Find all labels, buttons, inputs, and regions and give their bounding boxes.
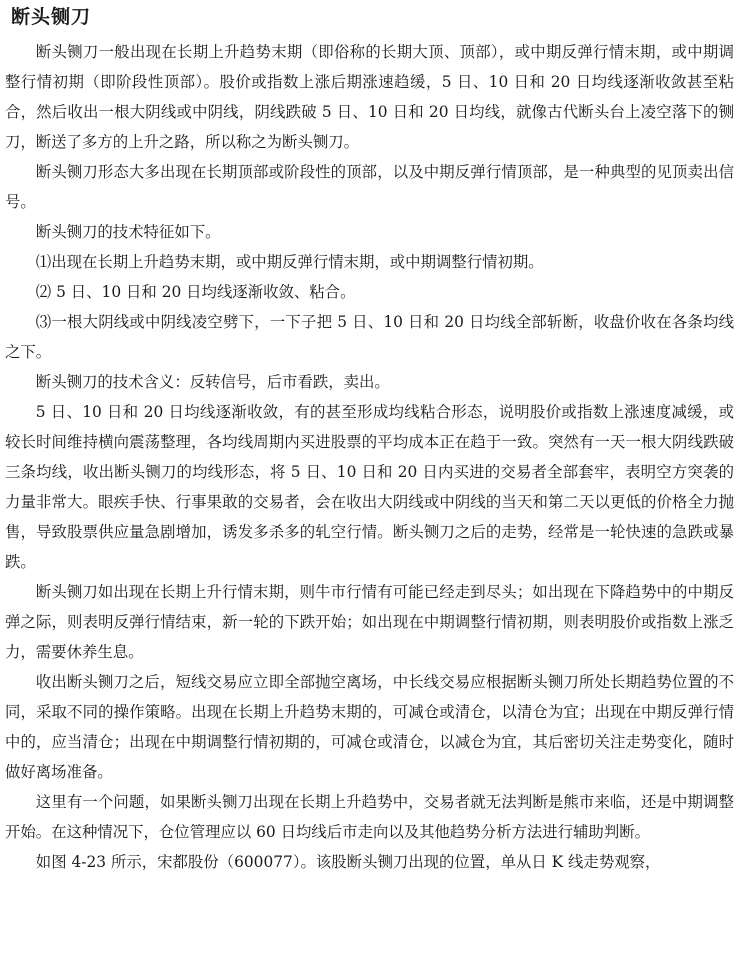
paragraph-feature-1: ⑴出现在长期上升趋势末期，或中期反弹行情末期，或中期调整行情初期。 — [35, 253, 544, 271]
paragraph-definition: 断头铡刀一般出现在长期上升趋势末期（即俗称的长期大顶、顶部），或中期反弹行情末期，或中期调整行情初期（即阶段性顶部）。股价或指数上涨后期涨速趋缓，5 日、10 日和 20 日均线逐渐收敛甚至粘合，然后收出一根大阴线或中阴线，阴线跌破 5 日、10 日和 20 日均线，就像古代断头台上凌空落下的铡刀，断送了多方的上升之路，所以称之为断头铡刀。 — [5, 43, 734, 151]
paragraph-example: 如图 4-23 所示，宋都股份（600077）。该股断头铡刀出现的位置，单从日 K 线走势观察， — [35, 853, 661, 871]
paragraph-explanation: 5 日、10 日和 20 日均线逐渐收敛，有的甚至形成均线粘合形态，说明股价或指数上涨速度减缓，或较长时间维持横向震荡整理，各均线周期内买进股票的平均成本正在趋于一致。突然有一天一根大阴线跌破三条均线，收出断头铡刀的均线形态，将 5 日、10 日和 20 日内买进的交易者全部套牢，表明空方突袭的力量非常大。眼疾手快、行事果敢的交易者，会在收出大阴线或中阴线的当天和第二天以更低的价格全力抛售，导致股票供应量急剧增加，诱发多杀多的轧空行情。断头铡刀之后的走势，经常是一轮快速的急跌或暴跌。 — [5, 403, 734, 571]
paragraph-meaning: 断头铡刀的技术含义：反转信号，后市看跌，卖出。 — [35, 373, 390, 391]
paragraph-feature-3: ⑶一根大阴线或中阴线凌空劈下，一下子把 5 日、10 日和 20 日均线全部斩断，收盘价收在各条均线之下。 — [5, 313, 734, 361]
paragraph-strategy: 收出断头铡刀之后，短线交易应立即全部抛空离场，中长线交易应根据断头铡刀所处长期趋势位置的不同，采取不同的操作策略。出现在长期上升趋势末期的，可减仓或清仓，以清仓为宜；出现在中期反弹行情中的，应当清仓；出现在中期调整行情初期的，可减仓或清仓，以减仓为宜，其后密切关注走势变化，随时做好离场准备。 — [5, 673, 734, 781]
paragraph-positions: 断头铡刀如出现在长期上升行情末期，则牛市行情有可能已经走到尽头；如出现在下降趋势中的中期反弹之际，则表明反弹行情结束，新一轮的下跌开始；如出现在中期调整行情初期，则表明股价或指数上涨乏力，需要休养生息。 — [5, 583, 734, 661]
paragraph-features-intro: 断头铡刀的技术特征如下。 — [35, 223, 221, 241]
paragraph-signal: 断头铡刀形态大多出现在长期顶部或阶段性的顶部，以及中期反弹行情顶部，是一种典型的见顶卖出信号。 — [5, 163, 734, 211]
paragraph-question: 这里有一个问题，如果断头铡刀出现在长期上升趋势中，交易者就无法判断是熊市来临，还是中期调整开始。在这种情况下，仓位管理应以 60 日均线后市走向以及其他趋势分析方法进行辅助判断。 — [5, 793, 734, 841]
section-title: 断头铡刀 — [11, 6, 92, 28]
paragraph-feature-2: ⑵ 5 日、10 日和 20 日均线逐渐收敛、粘合。 — [35, 283, 356, 301]
